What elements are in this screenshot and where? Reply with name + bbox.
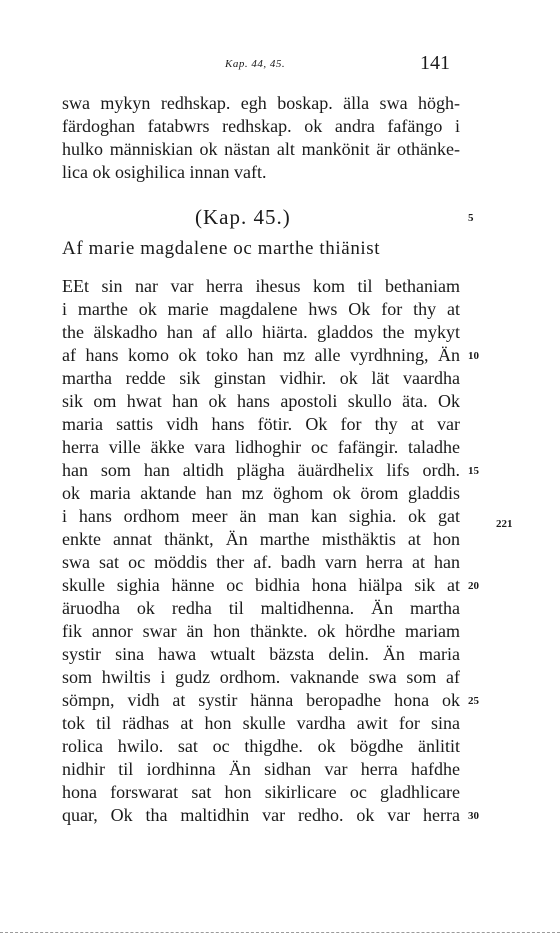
text-line: skulle sighia hänne oc bidhia hona hiälpa sik at: [62, 575, 460, 595]
text-line: färdoghan fatabwrs redhskap. ok andra fafängo i: [62, 116, 460, 136]
text-line: han som han altidh plägha äuärdhelix lifs ordh.: [62, 460, 460, 480]
text-line: nidhir til iordhinna Än sidhan var herra hafdhe: [62, 759, 460, 779]
chapter-heading: (Kap. 45.): [195, 205, 291, 229]
text-line: i marthe ok marie magdalene hws Ok for thy at: [62, 299, 460, 319]
line-number: 15: [468, 465, 479, 477]
text-line: äruodha ok redha til maltidhenna. Än martha: [62, 598, 460, 618]
page-header: [0, 52, 560, 76]
text-line: tok til rädhas at hon skulle vardha awit for sina: [62, 713, 460, 733]
text-line: hona forswarat sat hon sikirlicare oc gladhlicare: [62, 782, 460, 802]
page-edge-rule: [0, 932, 560, 934]
line-number: 10: [468, 350, 479, 362]
page-number: 141: [420, 52, 450, 74]
text-line: the älskadho han af allo hiärta. gladdos the mykyt: [62, 322, 460, 342]
text-line: sömpn, vidh at systir hänna beropadhe hona ok: [62, 690, 460, 710]
text-line: maria sattis vidh hans fötir. Ok for thy at var: [62, 414, 460, 434]
running-head: Kap. 44, 45.: [225, 58, 286, 70]
line-number: 5: [468, 212, 474, 224]
text-line: i hans ordhom meer än man kan sighia. ok gat: [62, 506, 460, 526]
line-number: 20: [468, 580, 479, 592]
text-line: swa mykyn redhskap. egh boskap. älla swa högh-: [62, 93, 460, 113]
text-line: lica ok osighilica innan vaft.: [62, 162, 267, 182]
text-line: martha redde sik ginstan vidhir. ok lät vaardha: [62, 368, 460, 388]
text-line: EEt sin nar var herra ihesus kom til bethaniam: [62, 276, 460, 296]
text-line: sik om hwat han ok hans apostoli skullo äta. Ok: [62, 391, 460, 411]
text-line: ok maria aktande han mz öghom ok örom gladdis: [62, 483, 460, 503]
section-title: Af marie magdalene oc marthe thiänist: [62, 238, 381, 259]
text-line: swa sat oc möddis ther af. badh varn herra at han: [62, 552, 460, 572]
text-line: som hwiltis i gudz ordhom. vaknande swa som af: [62, 667, 460, 687]
text-line: rolica hwilo. sat oc thigdhe. ok bögdhe änlitit: [62, 736, 460, 756]
text-line: systir sina hawa wtualt bäzsta delin. Än maria: [62, 644, 460, 664]
text-line: hulko människian ok nästan alt mankönit är othänke-: [62, 139, 460, 159]
line-number: 25: [468, 695, 479, 707]
text-line: fik annor swar än hon thänkte. ok hördhe mariam: [62, 621, 460, 641]
line-number: 30: [468, 810, 479, 822]
text-line: quar, Ok tha maltidhin var redho. ok var herra: [62, 805, 460, 825]
text-line: af hans komo ok toko han mz alle vyrdhning, Än: [62, 345, 460, 365]
text-line: herra ville äkke vara lidhoghir oc fafängir. taladhe: [62, 437, 460, 457]
text-line: enkte annat thänkt, Än marthe misthäktis at hon: [62, 529, 460, 549]
page-reference: 221: [496, 518, 513, 530]
